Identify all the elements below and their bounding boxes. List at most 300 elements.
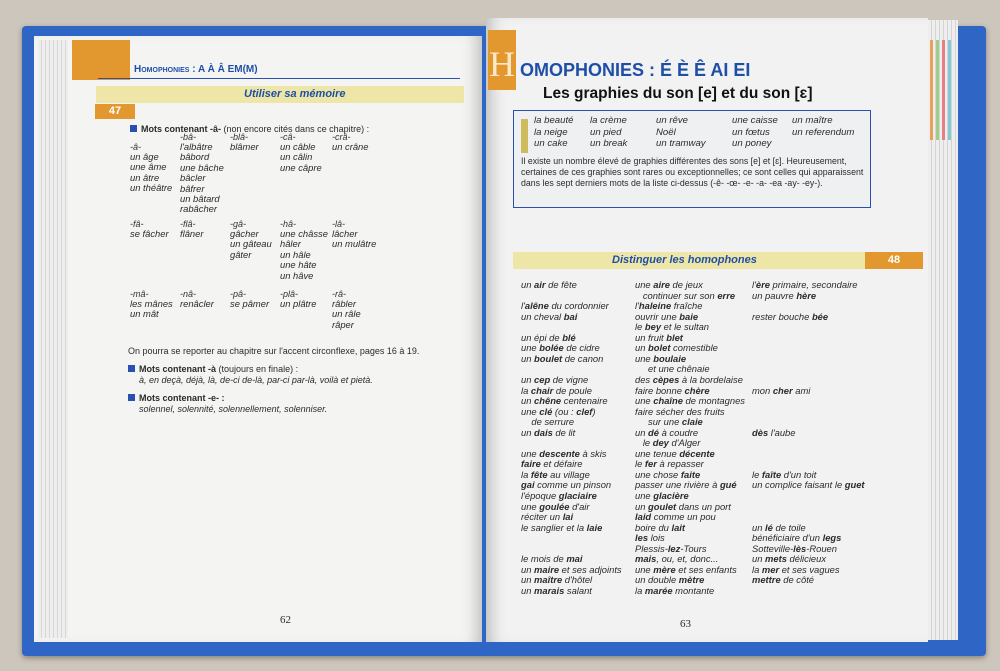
text: une bbox=[635, 352, 654, 364]
bold-word: glaciaire bbox=[558, 490, 597, 501]
text: une bbox=[521, 447, 540, 459]
example-word bbox=[534, 128, 568, 138]
bold-word: décente bbox=[679, 447, 715, 459]
word: une bâche bbox=[180, 161, 224, 173]
text: une bbox=[635, 395, 654, 407]
text: une bbox=[635, 490, 654, 501]
column-head: -blâ- bbox=[230, 132, 249, 142]
text: un bbox=[521, 373, 535, 385]
bold-word: dais bbox=[534, 426, 553, 438]
text: de vigne bbox=[550, 373, 589, 385]
example-word bbox=[656, 139, 706, 149]
bold-word: lai bbox=[562, 511, 574, 523]
text: de toile bbox=[772, 521, 806, 533]
word: une hâte bbox=[280, 259, 317, 271]
page-subtitle: Les graphies du son [e] et du son [ɛ] bbox=[543, 85, 813, 102]
bold-word: aire bbox=[653, 279, 670, 290]
word-column bbox=[230, 132, 259, 152]
text: un double bbox=[635, 574, 679, 586]
text: la neige bbox=[534, 126, 568, 138]
word: un crâne bbox=[332, 141, 369, 152]
bold-word: erre bbox=[717, 289, 736, 301]
column-head: -pâ- bbox=[230, 289, 247, 299]
column-head: -lâ- bbox=[332, 219, 345, 229]
section-number: 47 bbox=[95, 104, 135, 119]
text: passer une rivière à bbox=[635, 479, 720, 491]
homophone-entry bbox=[752, 575, 814, 585]
word: un câlin bbox=[280, 151, 313, 163]
bullet-icon bbox=[128, 365, 135, 372]
bullet-icon bbox=[130, 125, 137, 132]
bold-word: dey bbox=[652, 437, 669, 449]
text: ) bbox=[592, 405, 596, 417]
word: une câpre bbox=[280, 161, 322, 173]
text: le mois de bbox=[521, 553, 567, 565]
homophone-entry bbox=[521, 428, 575, 438]
bold-word: gai bbox=[521, 479, 535, 491]
bold-word: laie bbox=[586, 521, 603, 533]
word: gâcher bbox=[230, 228, 259, 239]
bold-word: baie bbox=[679, 310, 699, 322]
bullet-2-note: (toujours en finale) : bbox=[218, 364, 299, 374]
example-word bbox=[732, 116, 778, 126]
column-head: -mâ- bbox=[130, 289, 149, 299]
bold-word: glacière bbox=[653, 490, 689, 501]
text: sur une bbox=[635, 416, 682, 428]
text: dans un port bbox=[676, 500, 731, 512]
text: l' bbox=[521, 300, 525, 312]
text: de cidre bbox=[563, 342, 600, 354]
bold-word: bée bbox=[811, 310, 829, 322]
bold-word: chair bbox=[530, 384, 554, 396]
bold-word: hère bbox=[796, 289, 817, 301]
bold-word: mettre bbox=[752, 574, 781, 586]
text: un cake bbox=[534, 138, 568, 149]
word: bâfrer bbox=[180, 182, 205, 194]
text: l' bbox=[752, 279, 756, 290]
text: -Rouen bbox=[806, 542, 837, 554]
text: salant bbox=[564, 584, 592, 596]
thumb-tab bbox=[930, 40, 933, 140]
bold-word: mets bbox=[765, 553, 787, 565]
bullet-2-words: à, en deçà, déjà, là, de-ci de-là, par-ci par-là, voilà et pietà. bbox=[139, 374, 373, 385]
text: une tenue bbox=[635, 447, 680, 459]
bold-word: dé bbox=[648, 426, 659, 438]
text: un bbox=[635, 426, 649, 438]
word-column bbox=[230, 289, 269, 309]
text: une bbox=[521, 342, 540, 354]
text: des bbox=[635, 373, 653, 385]
word-column bbox=[180, 289, 214, 309]
word: un bâtard bbox=[180, 193, 220, 205]
bullet-3 bbox=[128, 393, 327, 414]
bold-word: bolet bbox=[648, 342, 671, 354]
text: à coudre bbox=[659, 426, 699, 438]
homophone-entry bbox=[521, 312, 577, 322]
bold-word: haleine bbox=[638, 300, 672, 312]
bullet-3-label: Mots contenant -e- : bbox=[139, 393, 225, 403]
bold-word: faite bbox=[680, 468, 701, 480]
text: d'air bbox=[569, 500, 590, 512]
text: la bbox=[635, 584, 645, 596]
text: le sanglier et la bbox=[521, 521, 587, 533]
running-head: Homophonies : A À Â EM(M) bbox=[134, 64, 258, 75]
text: à skis bbox=[579, 447, 607, 459]
word-column bbox=[130, 142, 172, 194]
word: se pâmer bbox=[230, 298, 270, 309]
example-word bbox=[792, 116, 833, 126]
section-title: Utiliser sa mémoire bbox=[244, 88, 346, 100]
column-head: -flâ- bbox=[180, 219, 196, 229]
text: et ses enfants bbox=[675, 563, 737, 575]
example-word bbox=[534, 139, 568, 149]
bold-word: chêne bbox=[534, 395, 562, 407]
text: de serrure bbox=[521, 416, 575, 428]
word-column bbox=[332, 289, 361, 330]
word-column bbox=[130, 219, 169, 239]
text: et le sultan bbox=[661, 321, 710, 333]
text: de lit bbox=[552, 426, 576, 438]
bold-word: goulet bbox=[648, 500, 677, 512]
chapter-tab bbox=[72, 40, 130, 80]
homophone-entry bbox=[521, 523, 602, 533]
text: montante bbox=[672, 584, 715, 596]
column-head: -gâ- bbox=[230, 219, 247, 229]
text: un bbox=[521, 563, 535, 575]
text: l'époque bbox=[521, 490, 559, 501]
column-head: -fâ- bbox=[130, 219, 144, 229]
bold-word: fête bbox=[530, 468, 548, 480]
text: Plessis- bbox=[635, 542, 668, 554]
text: primaire, secondaire bbox=[769, 279, 858, 290]
text: une bbox=[521, 500, 540, 512]
bold-word: guet bbox=[844, 479, 865, 491]
thumb-tab bbox=[942, 40, 945, 140]
word: un gâteau bbox=[230, 238, 272, 250]
text: un bbox=[521, 279, 535, 290]
text: la crème bbox=[590, 115, 627, 126]
bold-word: blé bbox=[562, 331, 576, 343]
text: mon bbox=[752, 384, 773, 396]
text: comme un pinson bbox=[534, 479, 612, 491]
word: bâbord bbox=[180, 151, 210, 163]
bold-word: cher bbox=[772, 384, 793, 396]
text: un poney bbox=[732, 138, 772, 149]
bold-word: cèpes bbox=[652, 373, 680, 385]
word: flâner bbox=[180, 228, 204, 239]
bold-word: mère bbox=[653, 563, 676, 575]
word: l'albâtre bbox=[180, 141, 213, 152]
text: un fruit bbox=[635, 331, 667, 343]
bold-word: lé bbox=[765, 521, 773, 533]
bold-word: lez bbox=[667, 542, 681, 554]
divider bbox=[98, 78, 460, 79]
homophone-entry bbox=[752, 386, 810, 396]
text: de poule bbox=[553, 384, 592, 396]
bold-word: bey bbox=[644, 321, 662, 333]
word: râper bbox=[332, 318, 354, 330]
bold-word: descente bbox=[539, 447, 580, 459]
info-box bbox=[513, 110, 871, 208]
text: rester bouche bbox=[752, 310, 812, 322]
word-column bbox=[180, 132, 224, 215]
bold-word: clef bbox=[576, 405, 593, 417]
bold-word: maire bbox=[534, 563, 560, 575]
homophone-entry bbox=[752, 291, 816, 301]
text: continuer sur son bbox=[635, 289, 718, 301]
word: un âge bbox=[130, 151, 159, 162]
text: un rêve bbox=[656, 115, 688, 126]
bold-word: faîte bbox=[761, 468, 782, 480]
word: un râle bbox=[332, 308, 361, 320]
bold-word: legs bbox=[822, 532, 842, 544]
text: une bbox=[635, 563, 654, 575]
bold-word: mai bbox=[566, 553, 583, 565]
bold-word: fer bbox=[644, 458, 657, 470]
text: à repasser bbox=[656, 458, 704, 470]
word: un hâle bbox=[280, 248, 311, 260]
text: et défaire bbox=[540, 458, 583, 470]
text: d'hôtel bbox=[562, 574, 593, 586]
bold-word: bolée bbox=[539, 342, 564, 354]
text: un pauvre bbox=[752, 289, 797, 301]
section-title: Distinguer les homophones bbox=[612, 254, 757, 266]
column-head: -plâ- bbox=[280, 289, 299, 299]
text: un cheval bbox=[521, 310, 564, 322]
text: , ou, et, donc... bbox=[656, 553, 719, 565]
text: la bbox=[521, 384, 531, 396]
word: hâler bbox=[280, 238, 301, 250]
homophone-entry bbox=[752, 312, 828, 322]
word: les mânes bbox=[130, 298, 173, 309]
word-column bbox=[332, 132, 368, 152]
word-column bbox=[280, 132, 322, 173]
text: lois bbox=[648, 532, 665, 544]
homophone-entry bbox=[521, 586, 592, 596]
example-word bbox=[590, 139, 627, 149]
text: centenaire bbox=[561, 395, 608, 407]
bold-word: lait bbox=[671, 521, 686, 533]
text: un bbox=[752, 553, 766, 565]
bold-word: laid bbox=[635, 511, 652, 523]
text: le bbox=[635, 321, 645, 333]
bold-word: boulet bbox=[534, 352, 563, 364]
word: lâcher bbox=[332, 228, 358, 239]
bold-word: blet bbox=[666, 331, 683, 343]
text: d'un toit bbox=[781, 468, 817, 480]
homophone-entry bbox=[635, 586, 714, 596]
bold-word: dès bbox=[752, 426, 769, 438]
text: un bbox=[521, 352, 535, 364]
bold-word: boulaie bbox=[653, 352, 687, 364]
text: un bbox=[635, 342, 649, 354]
bold-word: lès bbox=[793, 542, 807, 554]
text: faire bonne bbox=[635, 384, 685, 396]
word: râbler bbox=[332, 298, 356, 309]
word: un mât bbox=[130, 308, 159, 320]
text: la bbox=[752, 563, 762, 575]
text: et ses adjoints bbox=[559, 563, 622, 575]
text: du cordonnier bbox=[548, 300, 609, 312]
word: un mulâtre bbox=[332, 238, 377, 250]
info-box-marker bbox=[521, 119, 528, 153]
word: un hâve bbox=[280, 269, 314, 281]
bold-word: bai bbox=[563, 310, 578, 322]
word: se fâcher bbox=[130, 228, 169, 239]
text: un tramway bbox=[656, 138, 706, 149]
bold-word: faire bbox=[521, 458, 541, 470]
text: une chose bbox=[635, 468, 681, 480]
text: ouvrir une bbox=[635, 310, 680, 322]
text: fraîche bbox=[671, 300, 703, 312]
text: une caisse bbox=[732, 115, 778, 126]
thumb-tab bbox=[948, 40, 951, 140]
text: un maître bbox=[792, 115, 833, 126]
homophone-entry bbox=[521, 280, 577, 290]
bold-word: clé bbox=[539, 405, 553, 417]
word-column bbox=[130, 289, 173, 320]
text: un bbox=[521, 574, 535, 586]
bold-word: mètre bbox=[678, 574, 705, 586]
bold-word: marée bbox=[644, 584, 673, 596]
homophone-entry bbox=[752, 480, 865, 490]
reference-note: On pourra se reporter au chapitre sur l'accent circonflexe, pages 16 à 19. bbox=[128, 346, 420, 356]
word: blâmer bbox=[230, 141, 259, 152]
word: un câble bbox=[280, 141, 316, 152]
text: un complice faisant le bbox=[752, 479, 845, 491]
text: un bbox=[521, 426, 535, 438]
left-page-edges bbox=[38, 40, 68, 638]
text: une bbox=[635, 279, 654, 290]
text: un épi de bbox=[521, 331, 563, 343]
page-number-right: 63 bbox=[680, 618, 691, 630]
bullet-2-label: Mots contenant -à bbox=[139, 364, 217, 374]
column-head: -â- bbox=[130, 142, 141, 152]
text: le bbox=[635, 458, 645, 470]
thumb-tab bbox=[936, 40, 939, 140]
text: d'Alger bbox=[668, 437, 701, 449]
chapter-initial: H bbox=[489, 44, 515, 84]
word: gâter bbox=[230, 248, 252, 260]
text: le bbox=[752, 468, 762, 480]
bullet-icon bbox=[128, 394, 135, 401]
bold-word: alêne bbox=[524, 300, 549, 312]
word-column bbox=[332, 219, 376, 250]
column-head: -râ- bbox=[332, 289, 346, 299]
column-head: -câ- bbox=[280, 132, 296, 142]
text: à la bordelaise bbox=[679, 373, 743, 385]
example-word bbox=[792, 128, 854, 138]
column-head: -crâ- bbox=[332, 132, 351, 142]
text: bénéficiaire d'un bbox=[752, 532, 823, 544]
intro-note: (non encore cités dans ce chapitre) : bbox=[223, 124, 370, 134]
example-word bbox=[590, 128, 621, 138]
word: un âtre bbox=[130, 171, 160, 183]
word: un plâtre bbox=[280, 298, 317, 309]
homophone-entry bbox=[521, 354, 603, 364]
text: l'aube bbox=[768, 426, 796, 438]
word: bâcler bbox=[180, 172, 206, 184]
info-box-text: Il existe un nombre élevé de graphies différentes des sons [e] et [ɛ]. Heureusement, certaines de ces graphies sont rares ou exceptionnelles; ce sont celles qui apparaissent dans les sept derniers mots de la liste ci-dessus (-ê- -œ- -e- -a- -ea -ay- -ey-). bbox=[521, 156, 864, 188]
word: renâcler bbox=[180, 298, 214, 309]
text: un fœtus bbox=[732, 126, 770, 138]
intro-label: Mots contenant -â- bbox=[141, 124, 221, 134]
text: Sotteville- bbox=[752, 542, 794, 554]
bold-word: les bbox=[635, 532, 649, 544]
word-column bbox=[280, 219, 328, 281]
bold-word: gué bbox=[719, 479, 737, 491]
column-head: -bâ- bbox=[180, 132, 197, 142]
word: rabâcher bbox=[180, 203, 218, 215]
bullet-2 bbox=[128, 364, 373, 385]
bold-word: ère bbox=[755, 279, 770, 290]
text: et une chênaie bbox=[635, 363, 710, 375]
bold-word: goulée bbox=[539, 500, 570, 512]
text: le bbox=[635, 437, 653, 449]
text: faire sécher des fruits bbox=[635, 405, 725, 417]
example-word bbox=[590, 116, 627, 126]
text: un referendum bbox=[792, 126, 855, 138]
text: de côté bbox=[780, 574, 815, 586]
chapter-title: OMOPHONIES : É È Ê AI EI bbox=[520, 60, 751, 80]
text: au village bbox=[547, 468, 590, 480]
text: réciter un bbox=[521, 511, 563, 523]
right-page-edges bbox=[928, 20, 958, 640]
text: Noël bbox=[656, 126, 676, 138]
example-word bbox=[656, 116, 688, 126]
text: l' bbox=[635, 300, 639, 312]
text: la bbox=[521, 468, 531, 480]
word-column bbox=[280, 289, 316, 309]
text: (ou : bbox=[552, 405, 577, 417]
column-head: -nâ- bbox=[180, 289, 197, 299]
column-head: -hâ- bbox=[280, 219, 297, 229]
text: la beauté bbox=[534, 115, 574, 126]
text: et ses vagues bbox=[779, 563, 840, 575]
page-number-left: 62 bbox=[280, 614, 291, 626]
example-word bbox=[732, 139, 771, 149]
bold-word: cep bbox=[534, 373, 551, 385]
text: un bbox=[752, 521, 766, 533]
example-word bbox=[732, 128, 770, 138]
bullet-3-words: solennel, solennité, solennellement, solenniser. bbox=[139, 403, 328, 414]
example-word bbox=[534, 116, 573, 126]
text: un pied bbox=[590, 126, 622, 138]
text: délicieux bbox=[786, 553, 827, 565]
bold-word: marais bbox=[534, 584, 565, 596]
word: une châsse bbox=[280, 228, 328, 239]
text: une bbox=[521, 405, 540, 417]
text: un bbox=[521, 395, 535, 407]
bold-word: claie bbox=[681, 416, 703, 428]
text: ami bbox=[792, 384, 811, 396]
bold-word: air bbox=[534, 279, 546, 290]
text: de montagnes bbox=[682, 395, 745, 407]
bold-word: chaîne bbox=[653, 395, 683, 407]
text: comestible bbox=[670, 342, 718, 354]
text: de jeux bbox=[669, 279, 703, 290]
text: un bbox=[635, 500, 649, 512]
text: un break bbox=[590, 138, 628, 149]
bold-word: mer bbox=[761, 563, 780, 575]
word: une âme bbox=[130, 161, 167, 173]
homophone-entry bbox=[752, 428, 796, 438]
word-column bbox=[180, 219, 203, 239]
text: un bbox=[521, 584, 535, 596]
section-number: 48 bbox=[865, 252, 923, 269]
example-word bbox=[656, 128, 676, 138]
word: un théâtre bbox=[130, 182, 173, 194]
